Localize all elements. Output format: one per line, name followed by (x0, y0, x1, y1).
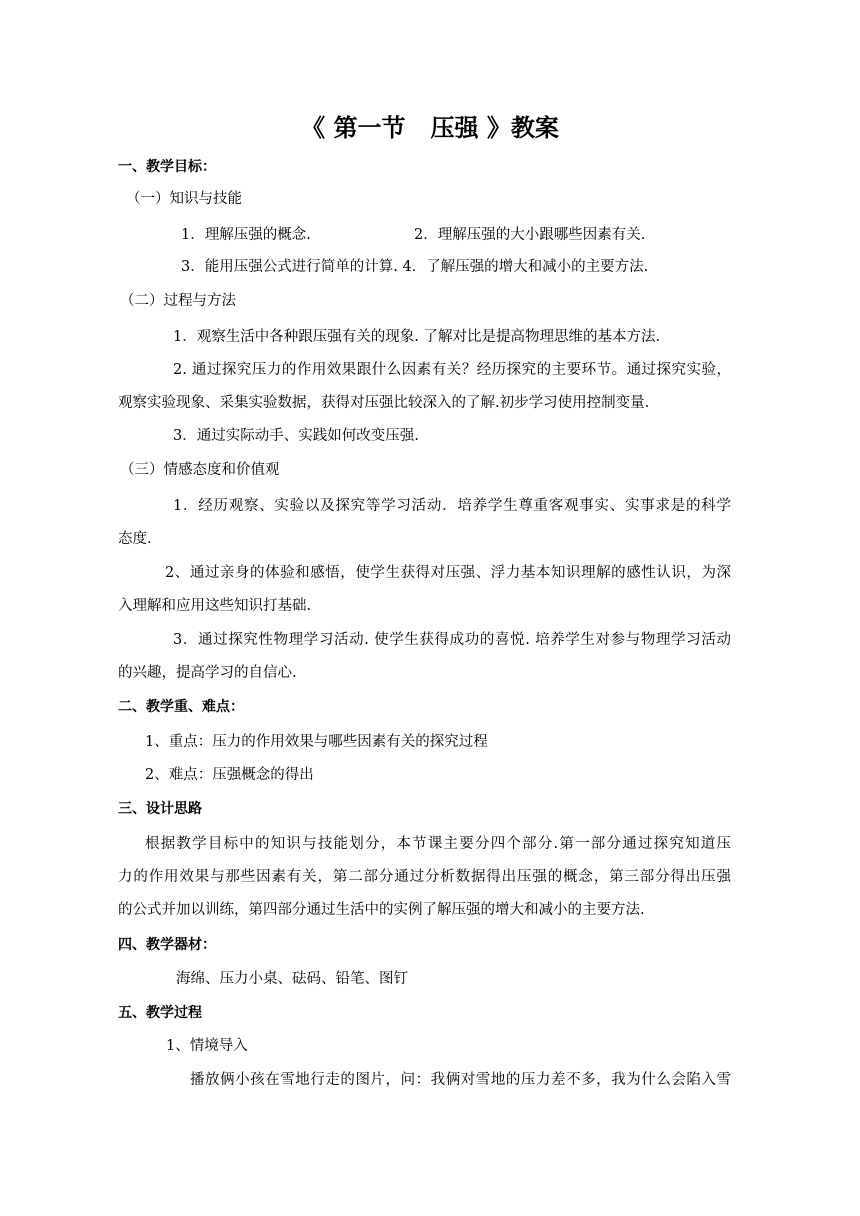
section-heading-process: 五、教学过程 (118, 1005, 202, 1021)
paragraph-line: 3．通过探究性物理学习活动. 使学生获得成功的喜悦. 培养学生对参与物理学习活动 (173, 632, 731, 648)
section-heading-key-points: 二、教学重、难点： (118, 699, 244, 715)
paragraph-line: 2. 通过探究压力的作用效果跟什么因素有关？经历探究的主要环节。通过探究实验， (173, 362, 731, 378)
paragraph-line: 3．通过实际动手、实践如何改变压强. (173, 428, 419, 444)
section-heading-objectives: 一、教学目标： (118, 159, 216, 175)
paragraph-line: 1、重点：压力的作用效果与哪些因素有关的探究过程 (145, 734, 488, 750)
section-heading-design: 三、设计思路 (118, 801, 202, 817)
section-heading-equipment: 四、教学器材： (118, 937, 216, 953)
subheading-process-methods: （二）过程与方法 (120, 293, 236, 309)
paragraph-line: 海绵、压力小桌、砝码、铅笔、图钉 (176, 971, 408, 987)
paragraph-line: 2、通过亲身的体验和感悟，使学生获得对压强、浮力基本知识理解的感性认识，为深 (165, 565, 731, 581)
paragraph-line: 的兴趣，提高学习的自信心. (118, 665, 297, 681)
subheading-knowledge-skills: （一）知识与技能 (126, 191, 242, 207)
paragraph-line: 1、情境导入 (166, 1038, 248, 1054)
paragraph-line: 观察实验现象、采集实验数据，获得对压强比较深入的了解.初步学习使用控制变量. (118, 395, 650, 411)
paragraph-line: 入理解和应用这些知识打基础. (118, 598, 312, 614)
paragraph-line: 的公式并加以训练，第四部分通过生活中的实例了解压强的增大和减小的主要方法. (118, 902, 645, 918)
subheading-attitudes-values: （三）情感态度和价值观 (120, 462, 280, 478)
paragraph-line: 1．观察生活中各种跟压强有关的现象. 了解对比是提高物理思维的基本方法. (173, 329, 661, 345)
paragraph-line: 1．经历观察、实验以及探究等学习活动．培养学生尊重客观事实、实事求是的科学 (173, 498, 731, 514)
paragraph-line: 2、难点：压强概念的得出 (145, 767, 314, 783)
paragraph-line: 态度. (118, 531, 152, 547)
paragraph-line: 2．理解压强的大小跟哪些因素有关. (414, 227, 646, 243)
paragraph-line: 1．理解压强的概念. (181, 227, 311, 243)
document-title: 《 第一节 压强 》教案 (301, 114, 559, 142)
paragraph-line: 力的作用效果与那些因素有关，第二部分通过分析数据得出压强的概念，第三部分得出压强 (118, 869, 731, 885)
paragraph-line: 根据教学目标中的知识与技能划分，本节课主要分四个部分.第一部分通过探究知道压 (145, 836, 731, 852)
paragraph-line: 播放俩小孩在雪地行走的图片，问：我俩对雪地的压力差不多，我为什么会陷入雪 (190, 1072, 731, 1088)
paragraph-line: 3．能用压强公式进行简单的计算. 4．了解压强的增大和减小的主要方法. (181, 259, 649, 275)
